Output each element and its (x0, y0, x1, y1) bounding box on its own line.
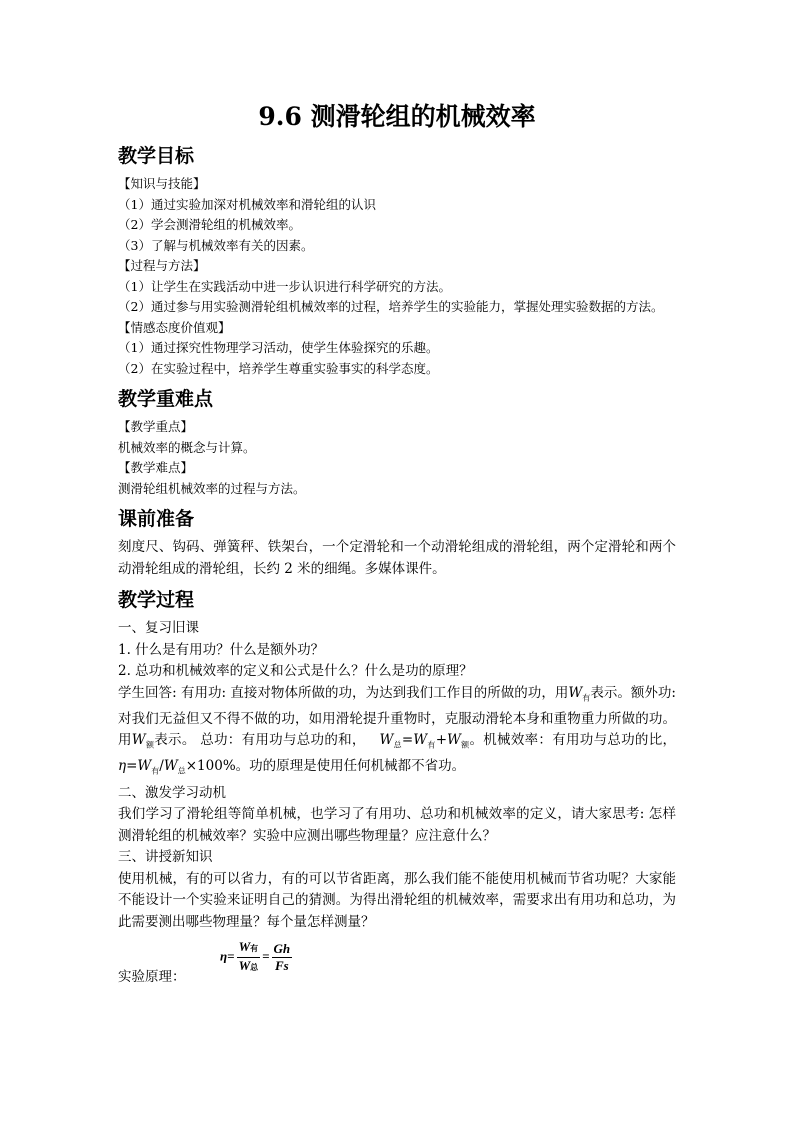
preparation-text: 刻度尺、钩码、弹簧秤、铁架台，一个定滑轮和一个动滑轮组成的滑轮组，两个定滑轮和两个动滑轮组成的滑轮组，长约 2 米的细绳。多媒体课件。 (118, 539, 676, 577)
process-item: （2）通过参与用实验测滑轮组机械效率的过程，培养学生的实验能力，掌握处理实验数据的方法。 (118, 299, 664, 314)
fraction-work (237, 939, 261, 976)
emotion-item: （1）通过探究性物理学习活动，使学生体验探究的乐趣。 (118, 340, 439, 355)
motivation-text: 我们学习了滑轮组等简单机械，也学习了有用功、总功和机械效率的定义，请大家思考: 怎样测滑轮组的机械效率？实验中应测出哪些物理量？应注意什么？ (118, 806, 676, 844)
heading-teaching-process: 教学过程 (118, 589, 195, 611)
experiment-principle (118, 939, 676, 989)
knowledge-item: （2）学会测滑轮组的机械效率。 (118, 217, 301, 232)
heading-teaching-goals: 教学目标 (118, 145, 195, 167)
document-title: 9.6 测滑轮组的机械效率 (258, 102, 536, 131)
subscript-extra: 额 (460, 740, 470, 750)
symbol-eta: η (220, 948, 228, 964)
symbol-equals: = (227, 948, 235, 964)
answer-text: 学生回答: 有用功: 直接对物体所做的功，为达到我们工作目的所做的功，用 (118, 684, 569, 701)
symbol-equals: = (126, 758, 138, 775)
knowledge-item: （3）了解与机械效率有关的因素。 (118, 237, 314, 253)
heading-key-points: 教学重难点 (118, 388, 214, 410)
label-knowledge-skills: 【知识与技能】 (118, 176, 206, 191)
fraction-numerator (237, 939, 261, 958)
label-focus: 【教学重点】 (118, 419, 194, 434)
new-knowledge-text: 使用机械，有的可以省力，有的可以节省距离，那么我们能不能使用机械而节省功呢？大家能不能设计一个实验来证明自己的猜测。为得出滑轮组的机械效率，需要求出有用功和总功，为此需要测出哪些物理量？每个量怎样测量？ (118, 870, 676, 930)
subscript-useful: 有 (427, 740, 436, 750)
fraction-force (272, 941, 293, 974)
process-item: （1）让学生在实践活动中进一步认识进行科学研究的方法。 (118, 278, 451, 294)
fraction-denominator (237, 958, 261, 976)
subscript-total: 总 (177, 767, 186, 777)
label-difficulty: 【教学难点】 (118, 460, 194, 475)
subscript-total: 总 (250, 963, 259, 973)
new-knowledge-heading: 三、讲授新知识 (118, 849, 213, 866)
student-answer (118, 683, 676, 783)
subscript-extra: 额 (145, 740, 155, 750)
difficulty-text: 测滑轮组机械效率的过程与方法。 (118, 480, 306, 496)
answer-text: 表示。额外功: 对我们无益但又不得不做的功，如用滑轮提升重物时，克服动滑轮本身和重物重力所做的功。用 (118, 684, 676, 749)
label-process-methods: 【过程与方法】 (118, 258, 206, 273)
focus-text: 机械效率的概念与计算。 (118, 439, 256, 455)
heading-preparation: 课前准备 (118, 508, 195, 530)
symbol-equals: = (401, 732, 414, 749)
fraction-numerator: Gh (273, 941, 291, 957)
subscript-useful: 有 (250, 944, 259, 954)
subscript-useful: 有 (151, 767, 160, 777)
symbol-w: W (238, 939, 251, 955)
symbol-w: W (131, 732, 146, 749)
document-page (118, 96, 676, 989)
answer-text: 表示。 总功：有用功与总功的和， (154, 732, 366, 749)
symbol-w: W (379, 732, 394, 749)
knowledge-item: （1）通过实验加深对机械效率和滑轮组的认识 (118, 196, 376, 212)
review-heading: 一、复习旧课 (118, 620, 199, 636)
symbol-plus: + (435, 732, 447, 749)
motivation-heading: 二、激发学习动机 (118, 784, 226, 801)
answer-text: 。机械效率：有用功与总功的比， (469, 732, 677, 749)
label-emotion-values: 【情感态度价值观】 (118, 319, 231, 335)
answer-text: ×100%。功的原理是使用任何机械都不省功。 (185, 758, 466, 775)
symbol-w: W (137, 758, 152, 775)
fraction-denominator: Fs (274, 958, 289, 974)
emotion-item: （2）在实验过程中，培养学生尊重实验事实的科学态度。 (118, 360, 439, 376)
subscript-useful: 有 (582, 693, 591, 703)
symbol-slash: / (159, 758, 164, 775)
symbol-w: W (238, 958, 251, 974)
review-question: 2. 总功和机械效率的定义和公式是什么？什么是功的原理？ (118, 663, 473, 679)
review-question: 1. 什么是有用功？什么是额外功？ (118, 641, 325, 658)
efficiency-formula (220, 939, 294, 976)
symbol-eta: η (118, 758, 127, 775)
subscript-total: 总 (393, 740, 402, 750)
principle-label: 实验原理： (118, 969, 186, 986)
symbol-w: W (568, 684, 583, 701)
symbol-w: W (163, 758, 178, 775)
symbol-w: W (413, 732, 428, 749)
symbol-w: W (447, 732, 461, 749)
symbol-equals: = (262, 948, 270, 964)
